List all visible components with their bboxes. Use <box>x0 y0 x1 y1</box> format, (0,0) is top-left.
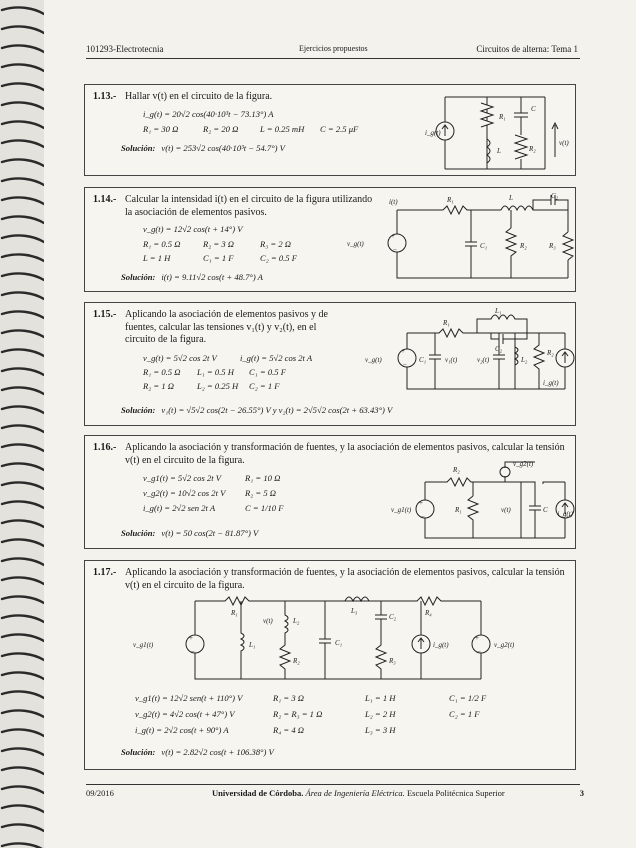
spiral-binding <box>0 0 44 848</box>
data-item: v_g1(t) = 5√2 cos 2t V <box>143 473 222 483</box>
spiral-coil <box>2 729 44 736</box>
exercise-1-14 <box>84 187 576 292</box>
spiral-coil <box>2 197 44 204</box>
data-item: L₂ = 0.25 H <box>197 381 239 391</box>
spiral-coil <box>2 482 44 489</box>
solution-text: v(t) = 50 cos(2t − 81.87°) V <box>161 528 259 538</box>
circuit-label: v_g2(t) <box>513 460 534 468</box>
circuit-label: C <box>531 105 536 113</box>
data-item: i_g(t) = 5√2 cos 2t A <box>240 353 313 363</box>
solution <box>121 405 392 415</box>
spiral-coil <box>2 83 44 90</box>
circuit-label: L <box>497 147 501 155</box>
footer-school: Escuela Politécnica Superior <box>406 788 505 798</box>
solution-label: Solución: <box>121 143 156 153</box>
spiral-coil <box>2 501 44 508</box>
spiral-coil <box>2 159 44 166</box>
circuit-label: v(t) <box>501 506 511 514</box>
circuit-label: C <box>543 506 548 514</box>
data-item: R₃ = 2 Ω <box>260 239 291 249</box>
circuit-label: i_g(t) <box>433 641 449 649</box>
spiral-coil <box>2 178 44 185</box>
circuit-label: R₂ <box>293 657 300 665</box>
svg-text:−: − <box>477 648 481 656</box>
data-item: v_g(t) = 12√2 cos(t + 14°) V <box>143 224 243 234</box>
solution <box>121 143 285 153</box>
circuit-label: L₂ <box>293 617 300 625</box>
spiral-coil <box>2 824 44 831</box>
data-item: v_g2(t) = 4√2 cos(t + 47°) V <box>135 709 235 719</box>
header-rule <box>86 58 580 59</box>
data-item: R₂ = 5 Ω <box>245 488 276 498</box>
spiral-coil <box>2 596 44 603</box>
spiral-coil <box>2 349 44 356</box>
data-item: C₁ = 0.5 F <box>249 367 286 377</box>
exercise-number: 1.17.- <box>93 567 117 578</box>
data-item: L₁ = 0.5 H <box>197 367 234 377</box>
data-item: R₂ = R₃ = 1 Ω <box>273 709 323 719</box>
spiral-coil <box>2 615 44 622</box>
spiral-coil <box>2 102 44 109</box>
data-item: L₂ = 2 H <box>365 709 396 719</box>
solution <box>121 272 263 282</box>
data-item: C₁ = 1/2 F <box>449 693 487 703</box>
circuit-label: L₂ <box>521 356 528 364</box>
exercise-statement: Aplicando la asociación y transformación de fuentes, y la asociación de elementos pasivos, calcular la tensión v(t) en el circuito de la figura. <box>125 567 565 591</box>
circuit-label: v₁(t) <box>445 356 458 364</box>
exercise-statement: Hallar v(t) en el circuito de la figura. <box>125 91 273 102</box>
circuit-diagram <box>133 595 515 683</box>
solution-label: Solución: <box>121 747 156 757</box>
data-item: R₄ = 4 Ω <box>273 725 304 735</box>
spiral-coil <box>2 748 44 755</box>
circuit-label: C₂ <box>389 613 397 621</box>
data-item: v_g2(t) = 10√2 cos 2t V <box>143 488 226 498</box>
spiral-coil <box>2 273 44 280</box>
page <box>44 0 636 848</box>
circuit-label: C₁ <box>419 356 427 364</box>
solution-text: v₁(t) = √5√2 cos(2t − 26.55°) V y v₂(t) = 2√5√2 cos(2t + 63.43°) V <box>161 405 393 415</box>
circuit-label: R₄ <box>425 609 432 617</box>
topic-header: Circuitos de alterna: Tema 1 <box>476 44 578 54</box>
circuit-label: L <box>509 194 513 202</box>
spiral-coil <box>2 7 44 14</box>
circuit-label: v_g1(t) <box>391 506 412 514</box>
exercise-1-17 <box>84 560 576 770</box>
circuit-label: v_g1(t) <box>133 641 154 649</box>
data-item: C₂ = 1 F <box>249 381 280 391</box>
data-item: C = 2.5 μF <box>320 124 359 134</box>
solution-label: Solución: <box>121 405 156 415</box>
spiral-coil <box>2 26 44 33</box>
svg-text:−: − <box>403 361 407 369</box>
solution-label: Solución: <box>121 528 156 538</box>
spiral-coil <box>2 292 44 299</box>
exercise-number: 1.16.- <box>93 442 117 453</box>
spiral-coil <box>2 691 44 698</box>
data-item: R₁ = 30 Ω <box>143 124 179 134</box>
spiral-coil <box>2 577 44 584</box>
svg-text:+: + <box>419 499 423 507</box>
solution-text: v(t) = 253√2 cos(40·10³t − 54.7°) V <box>161 143 285 153</box>
section-header: Ejercicios propuestos <box>299 44 368 53</box>
data-item: R₁ = 0.5 Ω <box>143 367 181 377</box>
spiral-coil <box>2 311 44 318</box>
data-item: R₂ = 1 Ω <box>143 381 174 391</box>
exercise-number: 1.15.- <box>93 309 117 320</box>
footer-date: 09/2016 <box>86 788 114 798</box>
spiral-coil <box>2 767 44 774</box>
svg-text:+: + <box>391 232 395 240</box>
data-item: C₁ = 1 F <box>203 253 234 263</box>
spiral-coil <box>2 140 44 147</box>
spiral-coil <box>2 520 44 527</box>
data-item: C = 1/10 F <box>245 503 284 513</box>
circuit-label: R₃ <box>389 657 396 665</box>
circuit-label: R₂ <box>520 242 527 250</box>
spiral-coil <box>2 368 44 375</box>
circuit-label: L₁ <box>495 307 502 315</box>
data-item: R₁ = 3 Ω <box>273 693 304 703</box>
spiral-coil <box>2 463 44 470</box>
svg-text:+: + <box>189 634 193 642</box>
footer-rule <box>86 784 580 785</box>
circuit-label: R₁ <box>447 196 454 204</box>
page-number: 3 <box>579 788 584 798</box>
data-item: i_g(t) = 2√2 sen 2t A <box>143 503 216 513</box>
footer-area: Área de Ingeniería Eléctrica. <box>305 788 405 798</box>
circuit-label: R₂ <box>453 466 460 474</box>
data-item: v_g(t) = 5√2 cos 2t V <box>143 353 217 363</box>
circuit-diagram <box>347 192 573 287</box>
data-item: R₂ = 3 Ω <box>203 239 234 249</box>
circuit-label: R₃ <box>549 242 556 250</box>
circuit-label: R₁ <box>443 319 450 327</box>
data-item: R₁ = 10 Ω <box>245 473 281 483</box>
spiral-coil <box>2 121 44 128</box>
spiral-coil <box>2 558 44 565</box>
spiral-coil <box>2 444 44 451</box>
svg-text:+: + <box>475 634 479 642</box>
spiral-coil <box>2 216 44 223</box>
exercise-1-15 <box>84 302 576 426</box>
spiral-coil <box>2 330 44 337</box>
spiral-coil <box>2 539 44 546</box>
spiral-coil <box>2 634 44 641</box>
svg-text:+: + <box>401 347 405 355</box>
solution-label: Solución: <box>121 272 156 282</box>
spiral-coil <box>2 45 44 52</box>
svg-text:−: − <box>191 648 195 656</box>
circuit-label: C₂ <box>551 192 559 200</box>
data-item: i_g(t) = 20√2 cos(40·10³t − 73.13°) A <box>143 109 274 119</box>
spiral-coil <box>2 653 44 660</box>
circuit-label: C₂ <box>495 345 503 353</box>
circuit-label: R₁ <box>455 506 462 514</box>
solution <box>121 528 258 538</box>
circuit-label: v_g(t) <box>347 240 364 248</box>
spiral-coil <box>2 235 44 242</box>
data-item: i_g(t) = 2√2 cos(t + 90°) A <box>135 725 229 735</box>
solution-text: v(t) = 2.82√2 cos(t + 106.38°) V <box>161 747 274 757</box>
spiral-coil <box>2 425 44 432</box>
data-item: L₃ = 3 H <box>365 725 396 735</box>
exercise-1-13 <box>84 84 576 176</box>
circuit-label: v(t) <box>263 617 273 625</box>
circuit-label: R₂ <box>547 349 554 357</box>
spiral-coil <box>2 254 44 261</box>
circuit-diagram <box>425 89 575 173</box>
circuit-label: R₁ <box>499 113 506 121</box>
footer-university: Universidad de Córdoba. <box>212 788 304 798</box>
circuit-label: v₂(t) <box>477 356 490 364</box>
circuit-label: i_g(t) <box>543 379 559 387</box>
exercise-number: 1.13.- <box>93 91 117 102</box>
exercise-1-16 <box>84 435 576 549</box>
spiral-coil <box>2 710 44 717</box>
footer-institution <box>212 788 505 798</box>
spiral-coil <box>2 805 44 812</box>
svg-text:−: − <box>393 246 397 254</box>
spiral-coil <box>2 406 44 413</box>
circuit-label: v(t) <box>559 139 569 147</box>
data-item: L = 0.25 mH <box>260 124 305 134</box>
data-item: R₁ = 0.5 Ω <box>143 239 181 249</box>
circuit-diagram <box>365 305 575 399</box>
spiral-coil <box>2 387 44 394</box>
data-item: C₂ = 0.5 F <box>260 253 297 263</box>
spiral-coil <box>2 64 44 71</box>
course-header: 101293-Electrotecnia <box>86 44 164 54</box>
solution-text: i(t) = 9.11√2 cos(t + 48.7°) A <box>161 272 263 282</box>
data-item: L = 1 H <box>143 253 171 263</box>
data-item: R₂ = 20 Ω <box>203 124 239 134</box>
circuit-label: v_g2(t) <box>494 641 515 649</box>
svg-text:−: − <box>421 513 425 521</box>
spiral-coil <box>2 786 44 793</box>
circuit-label: i_g(t) <box>557 510 573 518</box>
circuit-label: C₁ <box>480 242 488 250</box>
circuit-label: L₃ <box>351 607 358 615</box>
exercise-statement: Calcular la intensidad i(t) en el circuito de la figura utilizando la asociación de elementos pasivos. <box>125 194 373 218</box>
circuit-label: v_g(t) <box>365 356 382 364</box>
exercise-number: 1.14.- <box>93 194 117 205</box>
exercise-statement: Aplicando la asociación de elementos pasivos y de fuentes, calcular las tensiones v₁(t) y v₂(t), en el circuito de la figura. <box>125 309 328 345</box>
spiral-coil <box>2 672 44 679</box>
circuit-label: R₂ <box>529 145 536 153</box>
solution <box>121 747 274 757</box>
data-item: C₂ = 1 F <box>449 709 480 719</box>
circuit-label: i_g(t) <box>425 129 441 137</box>
circuit-label: C₁ <box>335 639 343 647</box>
data-item: L₁ = 1 H <box>365 693 396 703</box>
exercise-statement: Aplicando la asociación y transformación de fuentes, y la asociación de elementos pasivos, calcular la tensión v(t) en el circuito de la figura. <box>125 442 565 466</box>
data-item: v_g1(t) = 12√2 sen(t + 110°) V <box>135 693 243 703</box>
circuit-label: R₁ <box>231 609 238 617</box>
circuit-diagram <box>385 460 575 544</box>
spiral-coil <box>2 843 44 848</box>
circuit-label: L₁ <box>249 641 256 649</box>
circuit-label: i(t) <box>389 198 398 206</box>
